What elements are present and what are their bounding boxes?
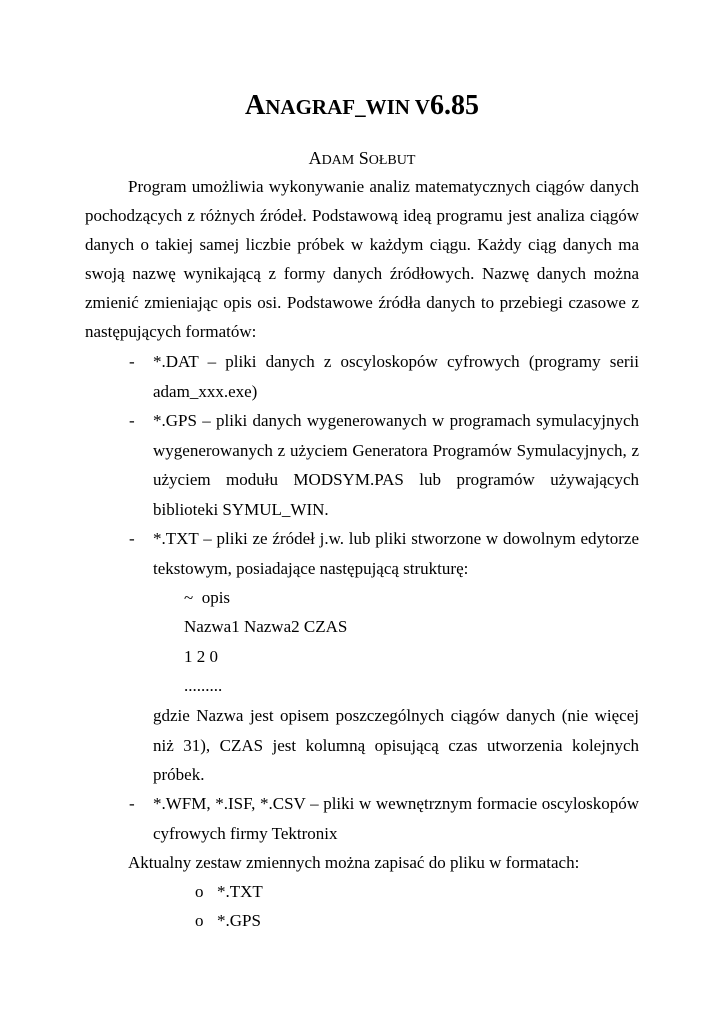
author-last-rest: OŁBUT [368, 153, 416, 168]
list-marker: - [129, 352, 135, 371]
document-title [0, 86, 724, 127]
txt-example-line: Nazwa1 Nazwa2 CZAS [184, 617, 348, 636]
author-first-initial: A [308, 148, 322, 168]
save-bullet: o [195, 882, 204, 901]
save-format-item: *.GPS [217, 911, 261, 930]
txt-format-note: gdzie Nazwa jest opisem poszczególnych ciągów danych (nie więcej niż 31), CZAS jest kolumną opisującą czas utworzenia kolejnych próbek. [153, 706, 639, 784]
document-author [0, 146, 724, 173]
format-item-wfm: *.WFM, *.ISF, *.CSV – pliki w wewnętrznym formacie oscyloskopów cyfrowych firmy Tektronix [153, 794, 639, 843]
list-marker: - [129, 794, 135, 813]
author-first-rest: DAM [321, 153, 355, 168]
intro-paragraph: Program umożliwia wykonywanie analiz matematycznych ciągów danych pochodzących z różnych źródeł. Podstawową ideą programu jest analiza ciągów danych o takiej samej liczbie próbek w każdym ciągu. Każdy ciąg danych ma swoją nazwę wynikającą z formy danych źródłowych. Nazwę danych można zmienić zmieniając opis osi. Podstawowe źródła danych to przebiegi czasowe z następujących formatów: [85, 177, 639, 341]
txt-example-line: ~ opis [184, 588, 231, 607]
format-item-gps: *.GPS – pliki danych wygenerowanych w programach symulacyjnych wygenerowanych z użyciem Generatora Programów Symulacyjnych, z użyciem modułu MODSYM.PAS lub programów używających biblioteki SYMUL_WIN. [153, 411, 639, 519]
format-item-dat: *.DAT – pliki danych z oscyloskopów cyfrowych (programy serii adam_xxx.exe) [153, 352, 639, 401]
author-last-initial: S [358, 148, 369, 168]
title-version: 6.85 [429, 90, 479, 121]
format-item-txt: *.TXT – pliki ze źródeł j.w. lub pliki stworzone w dowolnym edytorze tekstowym, posiadające następującą strukturę: [153, 529, 639, 578]
title-name: NAGRAF_WIN V [265, 95, 430, 119]
save-intro-text: Aktualny zestaw zmiennych można zapisać do pliku w formatach: [128, 853, 580, 872]
save-bullet: o [195, 911, 204, 930]
save-format-item: *.TXT [217, 882, 263, 901]
list-marker: - [129, 529, 135, 548]
txt-example-line: ......... [184, 676, 223, 695]
txt-example-line: 1 2 0 [184, 647, 218, 666]
title-first-letter: A [245, 90, 266, 121]
list-marker: - [129, 411, 135, 430]
